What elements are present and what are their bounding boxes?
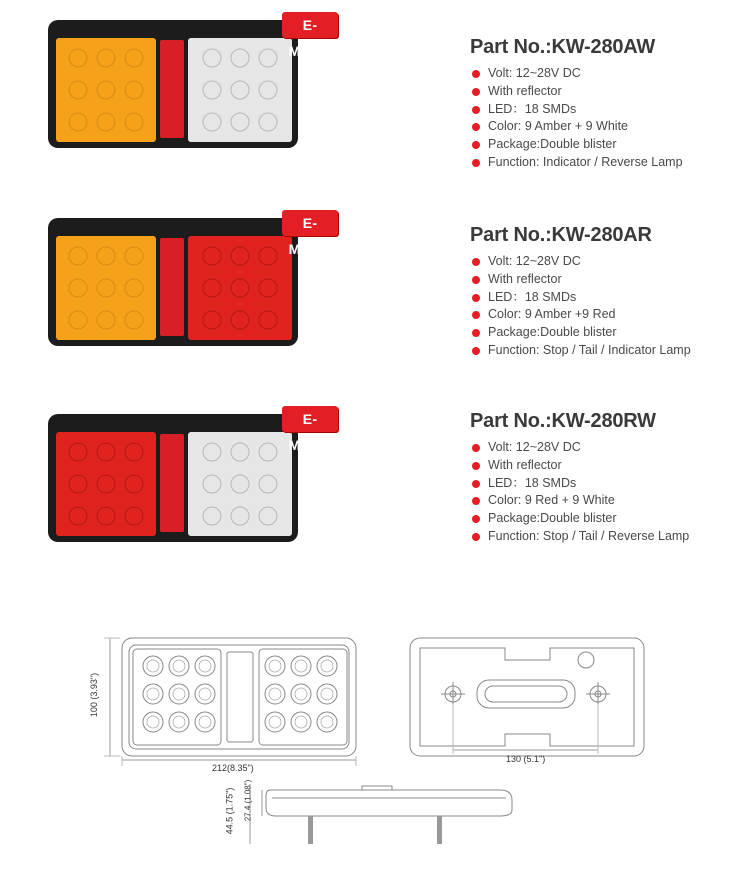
lamp-photo bbox=[48, 414, 298, 542]
reflector bbox=[160, 40, 184, 138]
e-mark-badge: E-MARK bbox=[282, 12, 338, 38]
bullet-icon bbox=[472, 294, 480, 302]
spec-package: Package:Double blister bbox=[470, 324, 750, 342]
left-lens bbox=[56, 236, 156, 340]
spec-color: Color: 9 Amber + 9 White bbox=[470, 118, 750, 136]
lamp-image bbox=[48, 414, 298, 542]
lamp-photo bbox=[48, 218, 298, 346]
e-mark-badge: E-MARK bbox=[282, 406, 338, 432]
bullet-icon bbox=[472, 497, 480, 505]
spec-function: Function: Indicator / Reverse Lamp bbox=[470, 154, 750, 172]
spec-reflector: With reflector bbox=[470, 457, 750, 475]
spec-function: Function: Stop / Tail / Reverse Lamp bbox=[470, 528, 750, 546]
bullet-icon bbox=[472, 329, 480, 337]
technical-drawing bbox=[0, 600, 750, 867]
product-info bbox=[470, 36, 750, 172]
bullet-icon bbox=[472, 141, 480, 149]
lamp-photo bbox=[48, 20, 298, 148]
spec-voltage: Volt: 12~28V DC bbox=[470, 439, 750, 457]
bullet-icon bbox=[472, 515, 480, 523]
product-kw-280aw bbox=[0, 12, 750, 192]
back-view bbox=[410, 638, 644, 756]
bullet-icon bbox=[472, 480, 480, 488]
bullet-icon bbox=[472, 88, 480, 96]
spec-voltage: Volt: 12~28V DC bbox=[470, 65, 750, 83]
product-info bbox=[470, 224, 750, 360]
bullet-icon bbox=[472, 311, 480, 319]
bullet-icon bbox=[472, 444, 480, 452]
part-number: Part No.:KW-280RW bbox=[470, 410, 656, 432]
bullet-icon bbox=[472, 462, 480, 470]
bullet-icon bbox=[472, 533, 480, 541]
left-lens bbox=[56, 432, 156, 536]
spec-function: Function: Stop / Tail / Indicator Lamp bbox=[470, 342, 750, 360]
bullet-icon bbox=[472, 159, 480, 167]
side-view bbox=[250, 784, 512, 844]
bullet-icon bbox=[472, 276, 480, 284]
product-info bbox=[470, 410, 750, 546]
spec-led: LED：18 SMDs bbox=[470, 475, 750, 493]
spec-color: Color: 9 Red + 9 White bbox=[470, 492, 750, 510]
spec-voltage: Volt: 12~28V DC bbox=[470, 253, 750, 271]
hole-spacing-dimension: 130 (5.1") bbox=[506, 754, 546, 764]
reflector bbox=[160, 238, 184, 336]
lamp-image bbox=[48, 20, 298, 148]
spec-led: LED：18 SMDs bbox=[470, 289, 750, 307]
reflector bbox=[160, 434, 184, 532]
lamp-image bbox=[48, 218, 298, 346]
front-view bbox=[104, 638, 356, 766]
spec-list bbox=[470, 439, 750, 546]
product-kw-280rw bbox=[0, 406, 750, 586]
depth-dimension: 44.5 (1.75") bbox=[224, 787, 235, 835]
part-number: Part No.:KW-280AR bbox=[470, 224, 652, 246]
spec-color: Color: 9 Amber +9 Red bbox=[470, 306, 750, 324]
left-lens bbox=[56, 38, 156, 142]
body-depth-dimension: 27.4 (1.08") bbox=[243, 779, 253, 822]
height-dimension: 100 (3.93") bbox=[89, 672, 100, 718]
product-kw-280ar bbox=[0, 210, 750, 390]
spec-reflector: With reflector bbox=[470, 271, 750, 289]
bullet-icon bbox=[472, 258, 480, 266]
width-dimension: 212(8.35") bbox=[212, 763, 254, 773]
spec-list bbox=[470, 65, 750, 172]
bullet-icon bbox=[472, 347, 480, 355]
spec-reflector: With reflector bbox=[470, 83, 750, 101]
bullet-icon bbox=[472, 123, 480, 131]
bullet-icon bbox=[472, 106, 480, 114]
e-mark-badge: E-MARK bbox=[282, 210, 338, 236]
dimension-drawings bbox=[0, 600, 750, 867]
spec-led: LED：18 SMDs bbox=[470, 101, 750, 119]
spec-list bbox=[470, 253, 750, 360]
bullet-icon bbox=[472, 70, 480, 78]
part-number: Part No.:KW-280AW bbox=[470, 36, 656, 58]
spec-package: Package:Double blister bbox=[470, 510, 750, 528]
spec-package: Package:Double blister bbox=[470, 136, 750, 154]
